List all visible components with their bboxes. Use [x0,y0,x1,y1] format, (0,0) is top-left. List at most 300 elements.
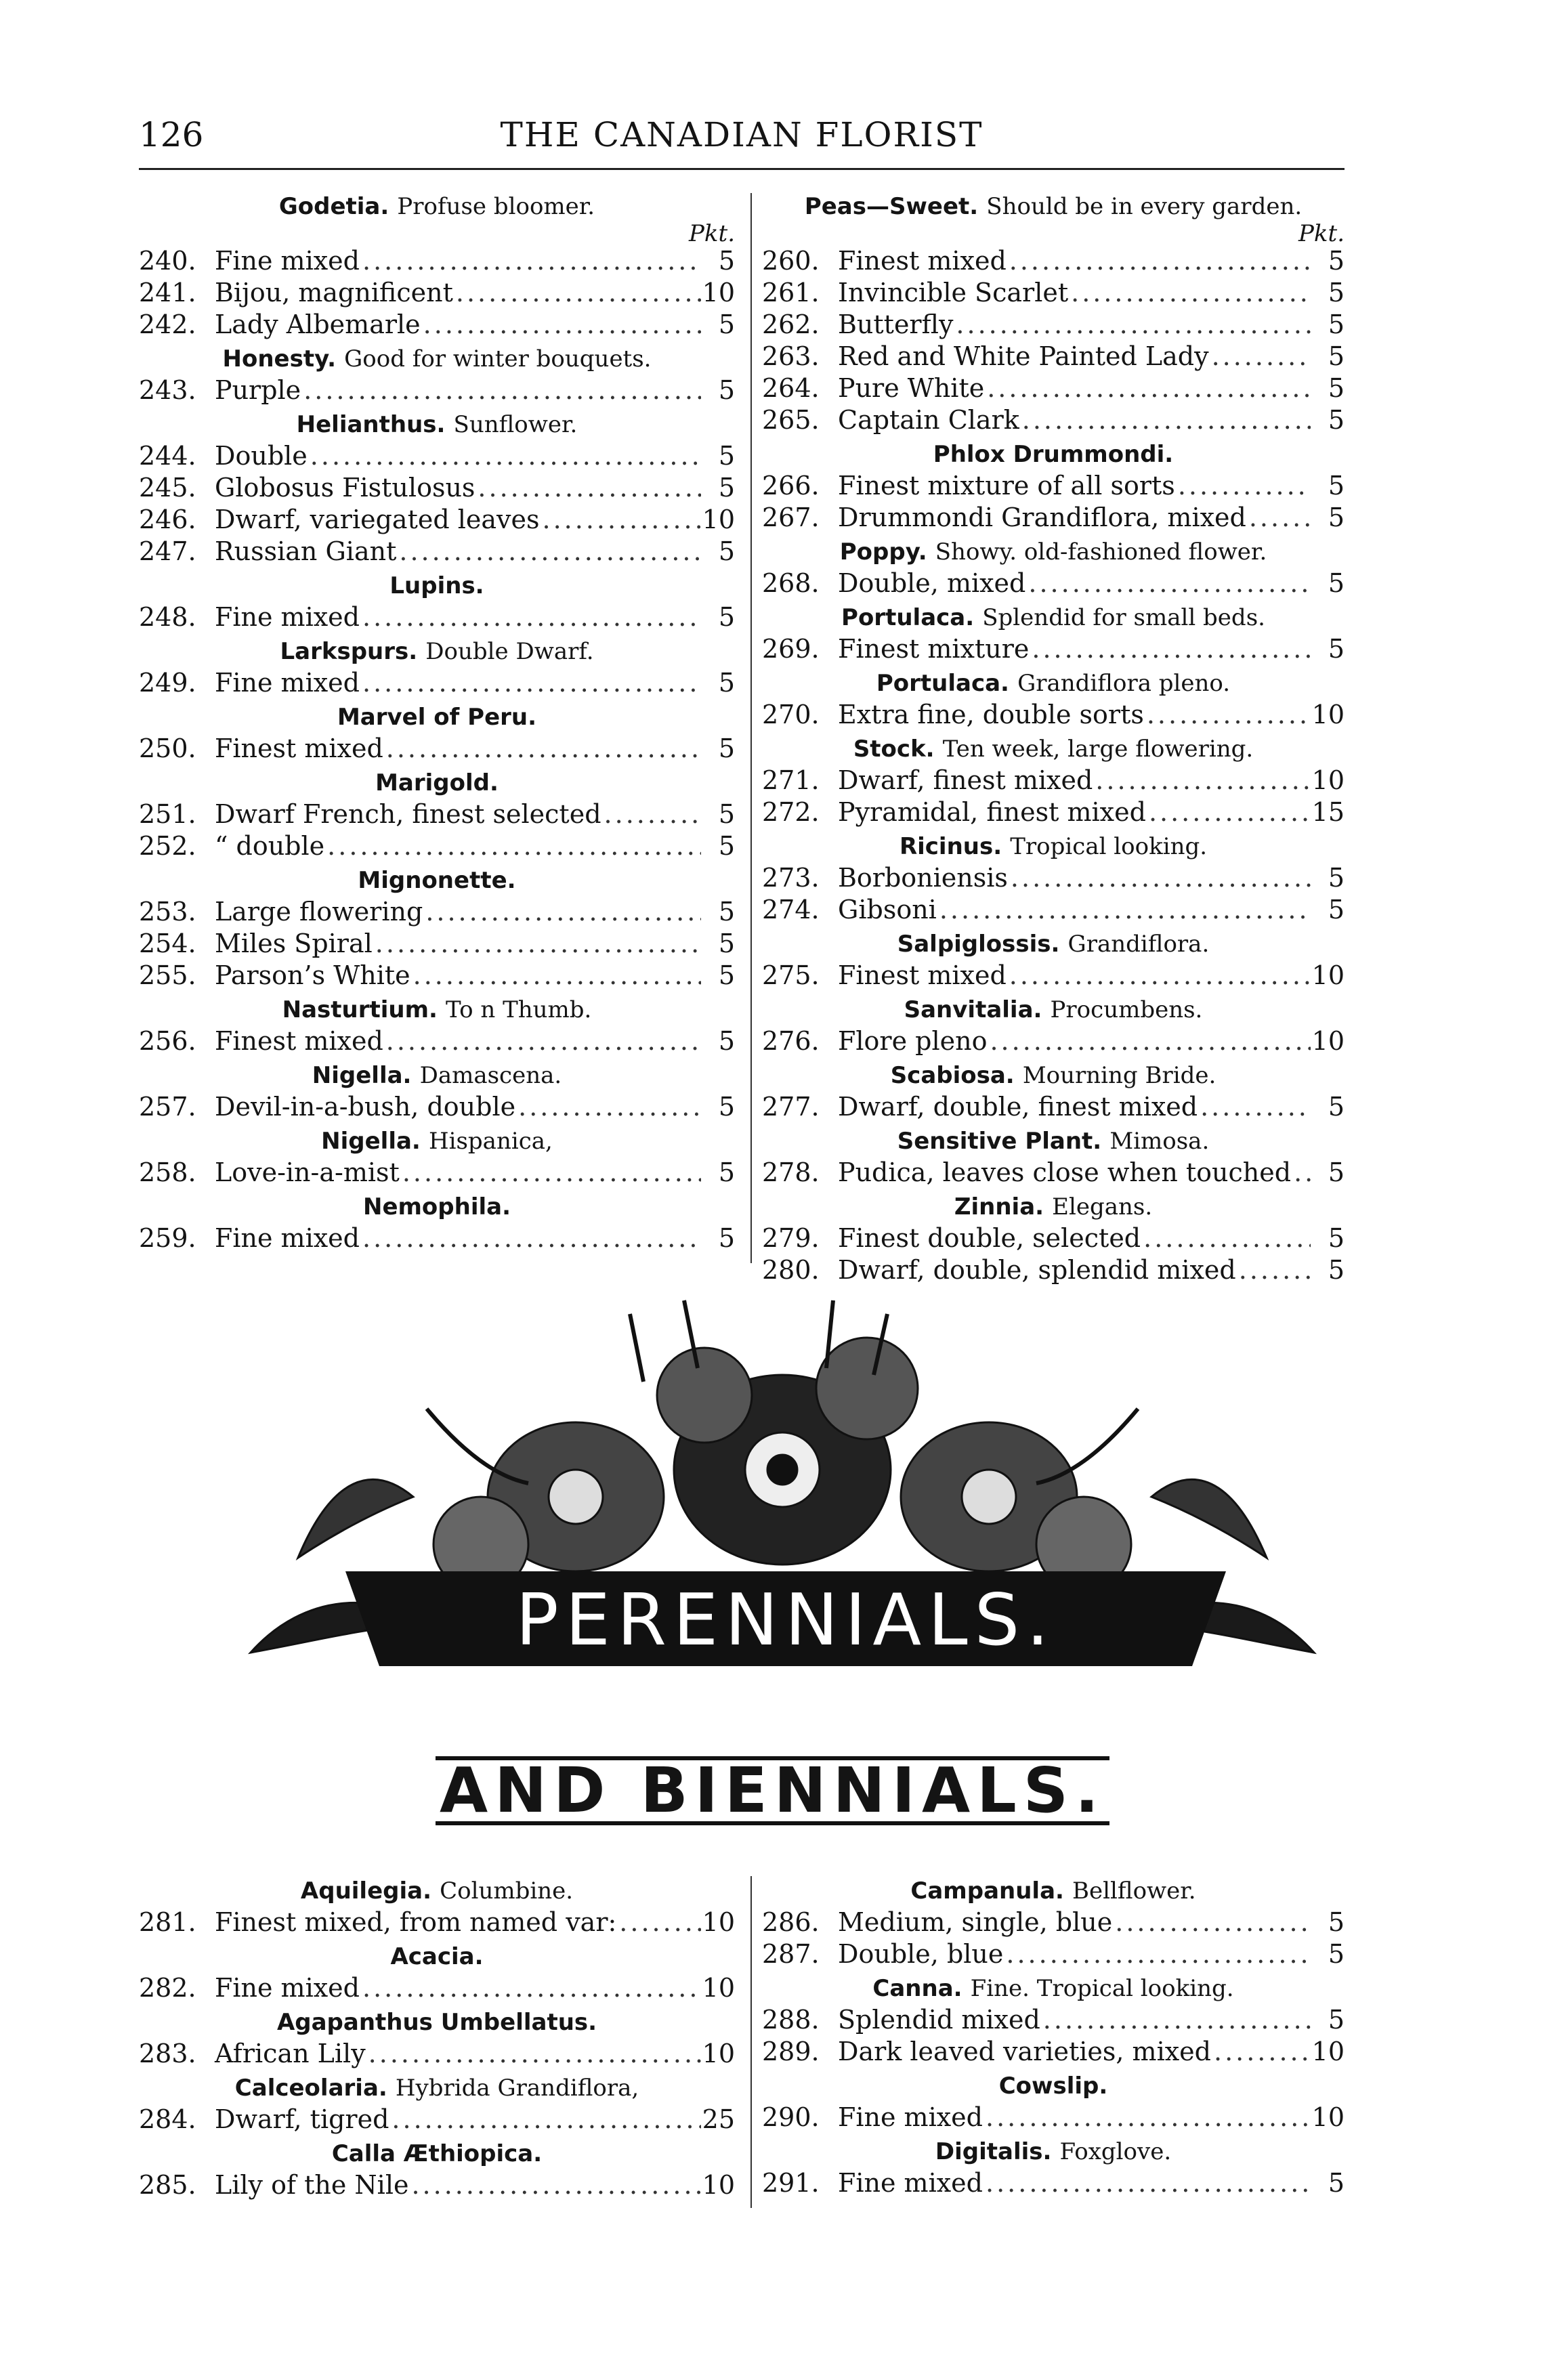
leader-dots [601,799,701,830]
item-number: 264. [762,373,820,403]
seed-list-item [762,2036,1345,2068]
item-price: 5 [1328,1092,1345,1122]
genus-name: Marigold. [375,769,499,796]
leader-dots [360,1223,701,1254]
seed-list-item [139,928,735,960]
item-price: 10 [702,1973,735,2003]
seed-list-item [139,733,735,765]
leader-dots [1144,699,1311,731]
item-name: Dwarf French, finest selected [215,799,601,829]
genus-description: Grandiflora pleno. [1017,670,1231,697]
item-number: 259. [139,1223,196,1253]
item-number: 276. [762,1026,820,1056]
genus-heading [139,862,735,896]
seed-list-item [762,2102,1345,2133]
seed-list-item [139,2104,735,2135]
item-number: 256. [139,1026,196,1056]
item-name: Dwarf, variegated leaves [215,505,540,534]
genus-heading [762,731,1345,765]
item-number: 272. [762,797,820,827]
genus-name: Salpiglossis. [897,931,1060,958]
item-number: 254. [139,929,196,958]
seed-list-item [762,2167,1345,2199]
perennials-ornament [224,1273,1341,1747]
genus-description: Showy. old-fashioned flower. [935,538,1267,566]
genus-heading [139,2004,735,2038]
item-price: 5 [718,375,735,405]
genus-name: Agapanthus Umbellatus. [276,2009,597,2036]
leader-dots [1093,765,1311,796]
seed-list-item [139,277,735,309]
perennials-banner [345,1571,1226,1666]
item-price: 10 [702,505,735,534]
item-name: Love-in-a-mist [215,1157,400,1187]
genus-name: Nigella. [312,1062,412,1089]
item-price: 5 [1328,373,1345,403]
genus-description: Double Dwarf. [425,638,594,665]
item-name: Red and White Painted Lady [838,341,1209,371]
genus-heading [762,926,1345,960]
seed-list-item [762,470,1345,502]
leader-dots [301,375,701,406]
perennials-banner-text: PERENNIALS. [515,1579,1056,1661]
genus-description: Procumbens. [1050,996,1203,1023]
item-number: 285. [139,2170,196,2200]
item-number: 252. [139,831,196,861]
item-number: 280. [762,1255,820,1285]
page-number: 126 [139,115,204,154]
genus-description: Splendid for small beds. [982,604,1265,631]
item-name: Bijou, magnificent [215,278,453,307]
item-number: 291. [762,2168,820,2198]
genus-name: Sanvitalia. [904,996,1042,1023]
item-name: Finest mixed [215,734,383,763]
genus-name: Mignonette. [358,867,516,894]
genus-name: Helianthus. [296,411,446,438]
item-number: 255. [139,960,196,990]
seed-list-item [762,568,1345,599]
item-number: 260. [762,246,820,276]
genus-heading [762,828,1345,862]
genus-name: Scabiosa. [890,1062,1015,1089]
leader-dots [1209,341,1311,373]
genus-description: Good for winter bouquets. [344,345,652,373]
leader-dots [423,896,701,928]
item-name: Captain Clark [838,405,1019,435]
leader-dots [373,928,701,960]
genus-description: To n Thumb. [446,996,592,1023]
genus-description: Profuse bloomer. [397,193,595,220]
annuals-right-column [762,188,1345,1286]
item-price: 5 [1328,1907,1345,1937]
item-name: Finest mixture of all sorts [838,471,1175,501]
item-number: 249. [139,668,196,698]
seed-list-item [762,1025,1345,1057]
genus-description: Fine. Tropical looking. [970,1975,1234,2002]
item-price: 15 [1311,797,1345,827]
genus-heading [762,665,1345,699]
item-price: 5 [718,602,735,632]
column-divider [750,193,752,1263]
genus-name: Acacia. [390,1943,484,1970]
genus-description: Tropical looking. [1010,833,1208,860]
seed-list-item [762,373,1345,404]
genus-name: Phlox Drummondi. [933,441,1174,468]
item-price: 10 [702,2170,735,2200]
item-name: Double [215,441,308,471]
seed-list-item [139,1972,735,2004]
leader-dots [1291,1157,1311,1189]
item-price: 5 [718,1157,735,1187]
item-name: Invincible Scarlet [838,278,1069,307]
item-number: 277. [762,1092,820,1122]
genus-name: Ricinus. [899,833,1002,860]
item-number: 281. [139,1907,196,1937]
leader-dots [308,440,701,472]
item-price: 5 [718,441,735,471]
item-price: 25 [702,2104,735,2134]
item-name: Finest mixed [215,1026,383,1056]
item-number: 268. [762,568,820,598]
item-name: Butterfly [838,310,954,339]
genus-heading [139,568,735,601]
item-number: 287. [762,1939,820,1969]
item-price: 5 [718,897,735,927]
genus-heading [139,992,735,1025]
item-number: 240. [139,246,196,276]
item-name: Parson’s White [215,960,410,990]
item-name: Double, blue [838,1939,1004,1969]
genus-name: Cowslip. [998,2073,1108,2100]
item-price: 5 [1328,405,1345,435]
seed-list-item [139,1091,735,1123]
item-number: 251. [139,799,196,829]
item-price: 5 [1328,503,1345,532]
page-header [139,115,1345,163]
item-number: 244. [139,441,196,471]
item-price: 10 [702,2039,735,2068]
seed-list-item [762,894,1345,926]
item-name: African Lily [215,2039,366,2068]
genus-description: Ten week, large flowering. [942,736,1254,763]
genus-name: Nasturtium. [282,996,438,1023]
genus-heading [762,188,1345,222]
item-price: 5 [718,1026,735,1056]
item-number: 258. [139,1157,196,1187]
leader-dots [1008,862,1311,894]
genus-name: Portulaca. [876,670,1009,697]
leader-dots [1146,796,1311,828]
seed-list-item [139,1025,735,1057]
item-number: 289. [762,2037,820,2066]
item-name: Dwarf, double, splendid mixed [838,1255,1236,1285]
genus-name: Zinnia. [954,1193,1044,1220]
running-title: THE CANADIAN FLORIST [500,115,983,154]
leader-dots [421,309,701,341]
item-price: 10 [1311,960,1345,990]
item-name: Drummondi Grandiflora, mixed [838,503,1246,532]
leader-dots [984,373,1311,404]
item-price: 5 [1328,568,1345,598]
seed-list-item [139,830,735,862]
item-price: 10 [1311,1026,1345,1056]
item-number: 265. [762,405,820,435]
item-name: Dark leaved varieties, mixed [838,2037,1211,2066]
genus-name: Lupins. [389,572,484,599]
leader-dots [408,2169,701,2201]
leader-dots [360,667,701,699]
leader-dots [515,1091,701,1123]
genus-heading [762,436,1345,470]
leader-dots [366,2038,701,2070]
item-number: 262. [762,310,820,339]
perennials-right-column [762,1873,1345,2199]
item-price: 10 [1311,2037,1345,2066]
genus-name: Honesty. [222,345,337,373]
genus-name: Stock. [853,736,935,763]
genus-name: Canna. [872,1975,962,2002]
item-price: 10 [1311,765,1345,795]
item-number: 282. [139,1973,196,2003]
item-price: 5 [1328,278,1345,307]
item-number: 241. [139,278,196,307]
seed-list-item [139,960,735,992]
seed-list-item [762,1157,1345,1189]
item-number: 269. [762,634,820,664]
item-price: 5 [1328,2168,1345,2198]
item-price: 5 [1328,1939,1345,1969]
leader-dots [1003,1938,1311,1970]
leader-dots [410,960,701,992]
leader-dots [1141,1223,1311,1254]
item-price: 5 [1328,863,1345,893]
item-price: 5 [718,734,735,763]
genus-name: Campanula. [910,1877,1064,1905]
seed-list-item [139,375,735,406]
seed-list-item [762,796,1345,828]
genus-description: Sunflower. [453,411,578,438]
genus-description: Hispanica, [428,1128,553,1155]
item-price: 5 [718,799,735,829]
genus-heading [762,2068,1345,2102]
seed-list-item [139,601,735,633]
pkt-label: Pkt. [1298,220,1345,247]
leader-dots [1007,960,1311,992]
item-name: Lady Albemarle [215,310,421,339]
genus-name: Godetia. [278,193,389,220]
item-price: 5 [718,536,735,566]
item-name: Pure White [838,373,985,403]
seed-list-item [139,440,735,472]
item-price: 5 [1328,1255,1345,1285]
genus-description: Foxglove. [1059,2138,1172,2165]
item-price: 5 [718,1223,735,1253]
item-name: Splendid mixed [838,2005,1040,2035]
item-name: Finest mixed [838,960,1007,990]
item-name: Dwarf, double, finest mixed [838,1092,1198,1122]
item-name: Fine mixed [838,2102,983,2132]
leader-dots [1068,277,1311,309]
seed-list-item [139,472,735,504]
seed-list-item [762,960,1345,992]
item-name: Gibsoni [838,895,937,925]
item-price: 5 [1328,471,1345,501]
item-name: Pyramidal, finest mixed [838,797,1146,827]
genus-description: Hybrida Grandiflora, [395,2075,639,2102]
seed-list-item [139,1223,735,1254]
seed-list-item [139,309,735,341]
leader-dots [475,472,701,504]
leader-dots [389,2104,701,2135]
genus-heading [139,341,735,375]
leader-dots [1007,245,1311,277]
seed-list-item [762,341,1345,373]
item-number: 246. [139,505,196,534]
leader-dots [953,309,1311,341]
leader-dots [360,601,701,633]
seed-list-item [762,699,1345,731]
item-number: 245. [139,473,196,503]
genus-description: Damascena. [419,1062,562,1089]
item-number: 253. [139,897,196,927]
seed-list-item [139,1907,735,1938]
item-name: Russian Giant [215,536,397,566]
item-price: 5 [1328,895,1345,925]
genus-heading [762,2133,1345,2167]
genus-heading [139,1189,735,1223]
item-number: 283. [139,2039,196,2068]
item-price: 5 [718,246,735,276]
genus-name: Sensitive Plant. [897,1128,1102,1155]
seed-list-item [762,277,1345,309]
item-price: 10 [1311,700,1345,729]
genus-heading [139,699,735,733]
leader-dots [453,277,701,309]
genus-description: Columbine. [440,1877,574,1905]
item-name: Borboniensis [838,863,1008,893]
genus-heading [762,1970,1345,2004]
leader-dots [1246,502,1311,534]
genus-heading [139,2070,735,2104]
item-price: 5 [1328,1157,1345,1187]
seed-list-item [762,502,1345,534]
item-name: Fine mixed [215,668,360,698]
genus-heading [139,1057,735,1091]
item-number: 270. [762,700,820,729]
item-name: Fine mixed [838,2168,983,2198]
item-number: 263. [762,341,820,371]
genus-description: Elegans. [1052,1193,1153,1220]
item-number: 267. [762,503,820,532]
item-number: 261. [762,278,820,307]
item-price: 10 [1311,2102,1345,2132]
genus-heading [139,633,735,667]
section-subtitle-text: AND BIENNIALS. [436,1756,1109,1825]
item-price: 5 [718,310,735,339]
item-number: 290. [762,2102,820,2132]
leader-dots [987,1025,1311,1057]
genus-name: Portulaca. [841,604,975,631]
item-name: Dwarf, finest mixed [838,765,1093,795]
item-price: 5 [1328,1223,1345,1253]
leader-dots [1198,1091,1311,1123]
genus-heading [139,2135,735,2169]
genus-description: Mimosa. [1109,1128,1210,1155]
item-name: Purple [215,375,301,405]
item-number: 284. [139,2104,196,2134]
leader-dots [1029,633,1311,665]
item-number: 243. [139,375,196,405]
item-name: Finest double, selected [838,1223,1141,1253]
item-number: 286. [762,1907,820,1937]
seed-list-item [762,765,1345,796]
genus-name: Aquilegia. [300,1877,431,1905]
item-name: Pudica, leaves close when touched [838,1157,1292,1187]
item-price: 10 [702,1907,735,1937]
genus-name: Calceolaria. [234,2075,387,2102]
genus-name: Peas—Sweet. [804,193,979,220]
item-name: Finest mixture [838,634,1030,664]
item-price: 5 [1328,246,1345,276]
item-number: 257. [139,1092,196,1122]
genus-heading [762,534,1345,568]
item-price: 5 [718,473,735,503]
item-name: Double, mixed [838,568,1026,598]
item-price: 5 [718,1092,735,1122]
genus-description: Bellflower. [1072,1877,1196,1905]
leader-dots [937,894,1311,926]
leader-dots [1211,2036,1311,2068]
genus-heading [139,188,735,222]
leader-dots [540,504,701,536]
leader-dots [983,2167,1311,2199]
item-name: Finest mixed [838,246,1007,276]
genus-heading [139,406,735,440]
item-price: 5 [1328,341,1345,371]
item-price: 5 [718,668,735,698]
leader-dots [1019,404,1311,436]
item-price: 5 [1328,310,1345,339]
seed-list-item [762,309,1345,341]
genus-name: Calla Æthiopica. [331,2140,543,2167]
genus-description: Should be in every garden. [986,193,1303,220]
seed-list-item [762,1223,1345,1254]
seed-list-item [139,896,735,928]
seed-list-item [139,504,735,536]
item-price: 5 [718,831,735,861]
column-divider [750,1876,752,2208]
item-name: Fine mixed [215,1973,360,2003]
seed-list-item [139,667,735,699]
leader-dots [1025,568,1311,599]
item-name: Large flowering [215,897,423,927]
item-price: 5 [718,929,735,958]
genus-name: Digitalis. [935,2138,1052,2165]
seed-list-item [762,1907,1345,1938]
seed-list-item [762,862,1345,894]
item-number: 279. [762,1223,820,1253]
item-name: Lily of the Nile [215,2170,409,2200]
item-number: 288. [762,2005,820,2035]
header-rule [139,168,1345,170]
item-name: Dwarf, tigred [215,2104,389,2134]
leader-dots [396,536,701,568]
item-name: Finest mixed, from named var: [215,1907,617,1937]
genus-heading [762,992,1345,1025]
genus-heading [762,1189,1345,1223]
item-number: 242. [139,310,196,339]
genus-heading [139,1873,735,1907]
